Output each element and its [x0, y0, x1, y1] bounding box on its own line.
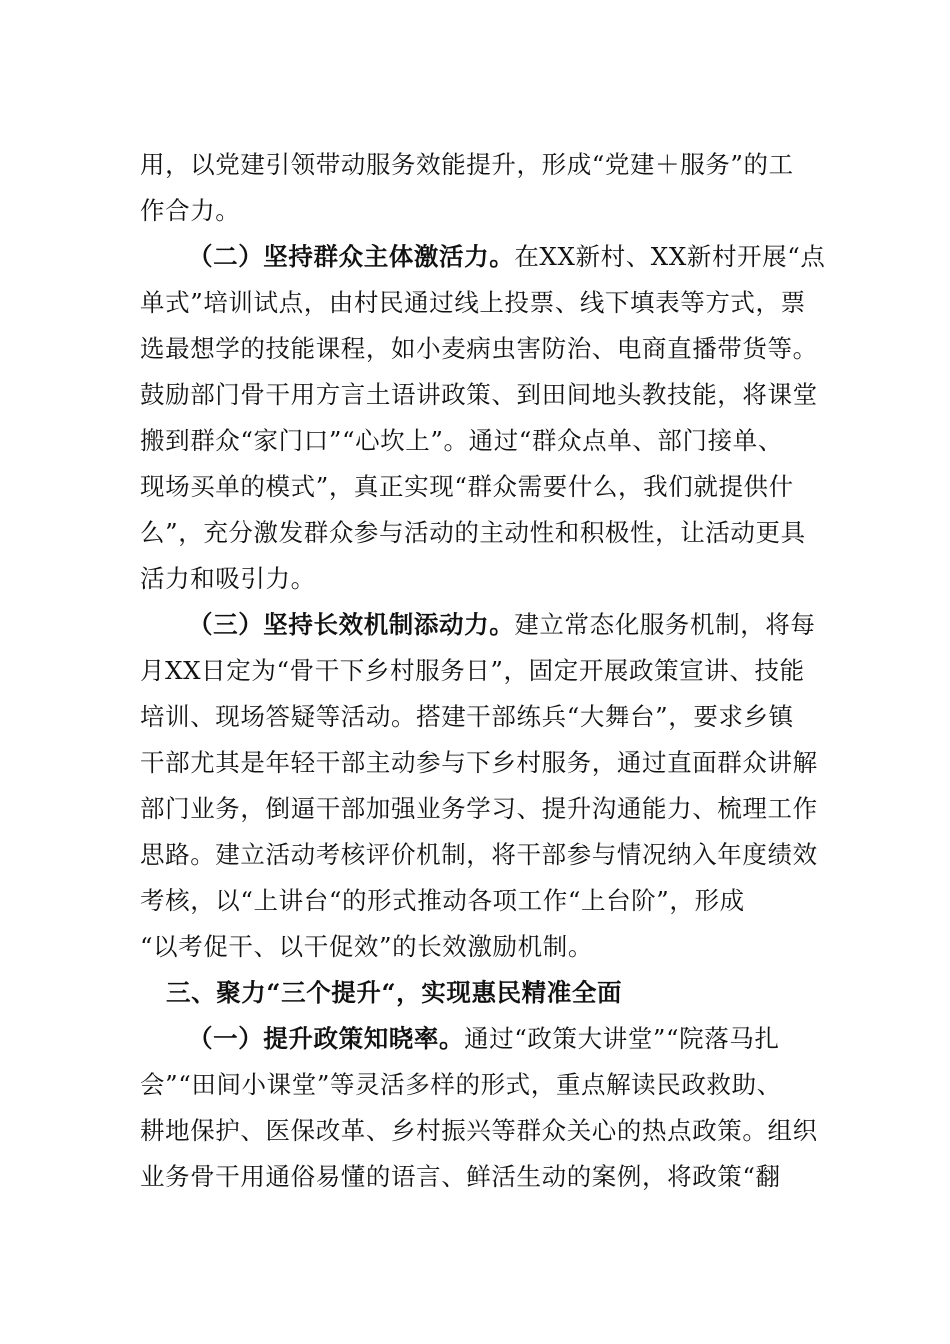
- paragraph-line: 培训、现场答疑等活动。搭建干部练兵“大舞台”，要求乡镇: [140, 702, 794, 731]
- paragraph-line: 干部尤其是年轻干部主动参与下乡村服务，通过直面群众讲解: [140, 748, 818, 777]
- paragraph-line: 单式”培训试点，由村民通过线上投票、线下填表等方式，票: [140, 288, 806, 317]
- paragraph-line: 么”，充分激发群众参与活动的主动性和积极性，让活动更具: [140, 518, 806, 547]
- section-3-heading: 三、聚力“三个提升“，实现惠民精准全面: [166, 978, 623, 1007]
- paragraph-line: 选最想学的技能课程，如小麦病虫害防治、电商直播带货等。: [140, 334, 818, 363]
- paragraph-line: 耕地保护、医保改革、乡村振兴等群众关心的热点政策。组织: [140, 1116, 818, 1145]
- paragraph-line: 活力和吸引力。: [140, 564, 316, 593]
- paragraph-line: 鼓励部门骨干用方言土语讲政策、到田间地头教技能，将课堂: [140, 380, 818, 409]
- paragraph-line: 业务骨干用通俗易懂的语言、鲜活生动的案例，将政策“翻: [140, 1162, 781, 1191]
- paragraph-text: 建立常态化服务机制，将每: [514, 610, 816, 639]
- paragraph-line: 现场买单的模式”，真正实现“群众需要什么，我们就提供什: [140, 472, 794, 501]
- paragraph-line: 部门业务，倒逼干部加强业务学习、提升沟通能力、梳理工作: [140, 794, 818, 823]
- subsection-3-line: [188, 608, 816, 642]
- subsection-3-title: （三）坚持长效机制添动力。: [188, 610, 515, 639]
- subsection-2-title: （二）坚持群众主体激活力。: [188, 242, 515, 271]
- paragraph-text: 通过“政策大讲堂”“院落马扎: [464, 1024, 780, 1053]
- paragraph-line: “以考促干、以干促效”的长效激励机制。: [140, 932, 593, 961]
- subsection-1-title: （一）提升政策知晓率。: [188, 1024, 465, 1053]
- paragraph-line: 月XX日定为“骨干下乡村服务日”，固定开展政策宣讲、技能: [140, 656, 805, 685]
- paragraph-line: 会”“田间小课堂”等灵活多样的形式，重点解读民政救助、: [140, 1070, 782, 1099]
- subsection-1-line: [188, 1022, 780, 1056]
- paragraph-line: 用，以党建引领带动服务效能提升，形成“党建＋服务”的工: [140, 150, 794, 179]
- paragraph-line: 搬到群众“家门口”“心坎上”。通过“群众点单、部门接单、: [140, 426, 783, 455]
- paragraph-line: 作合力。: [140, 196, 241, 225]
- paragraph-line: 思路。建立活动考核评价机制，将干部参与情况纳入年度绩效: [140, 840, 818, 869]
- paragraph-text: 在XX新村、XX新村开展“点: [514, 242, 826, 271]
- paragraph-line: 考核，以“上讲台“的形式推动各项工作“上台阶”，形成: [140, 886, 745, 915]
- subsection-2-line: [188, 240, 826, 274]
